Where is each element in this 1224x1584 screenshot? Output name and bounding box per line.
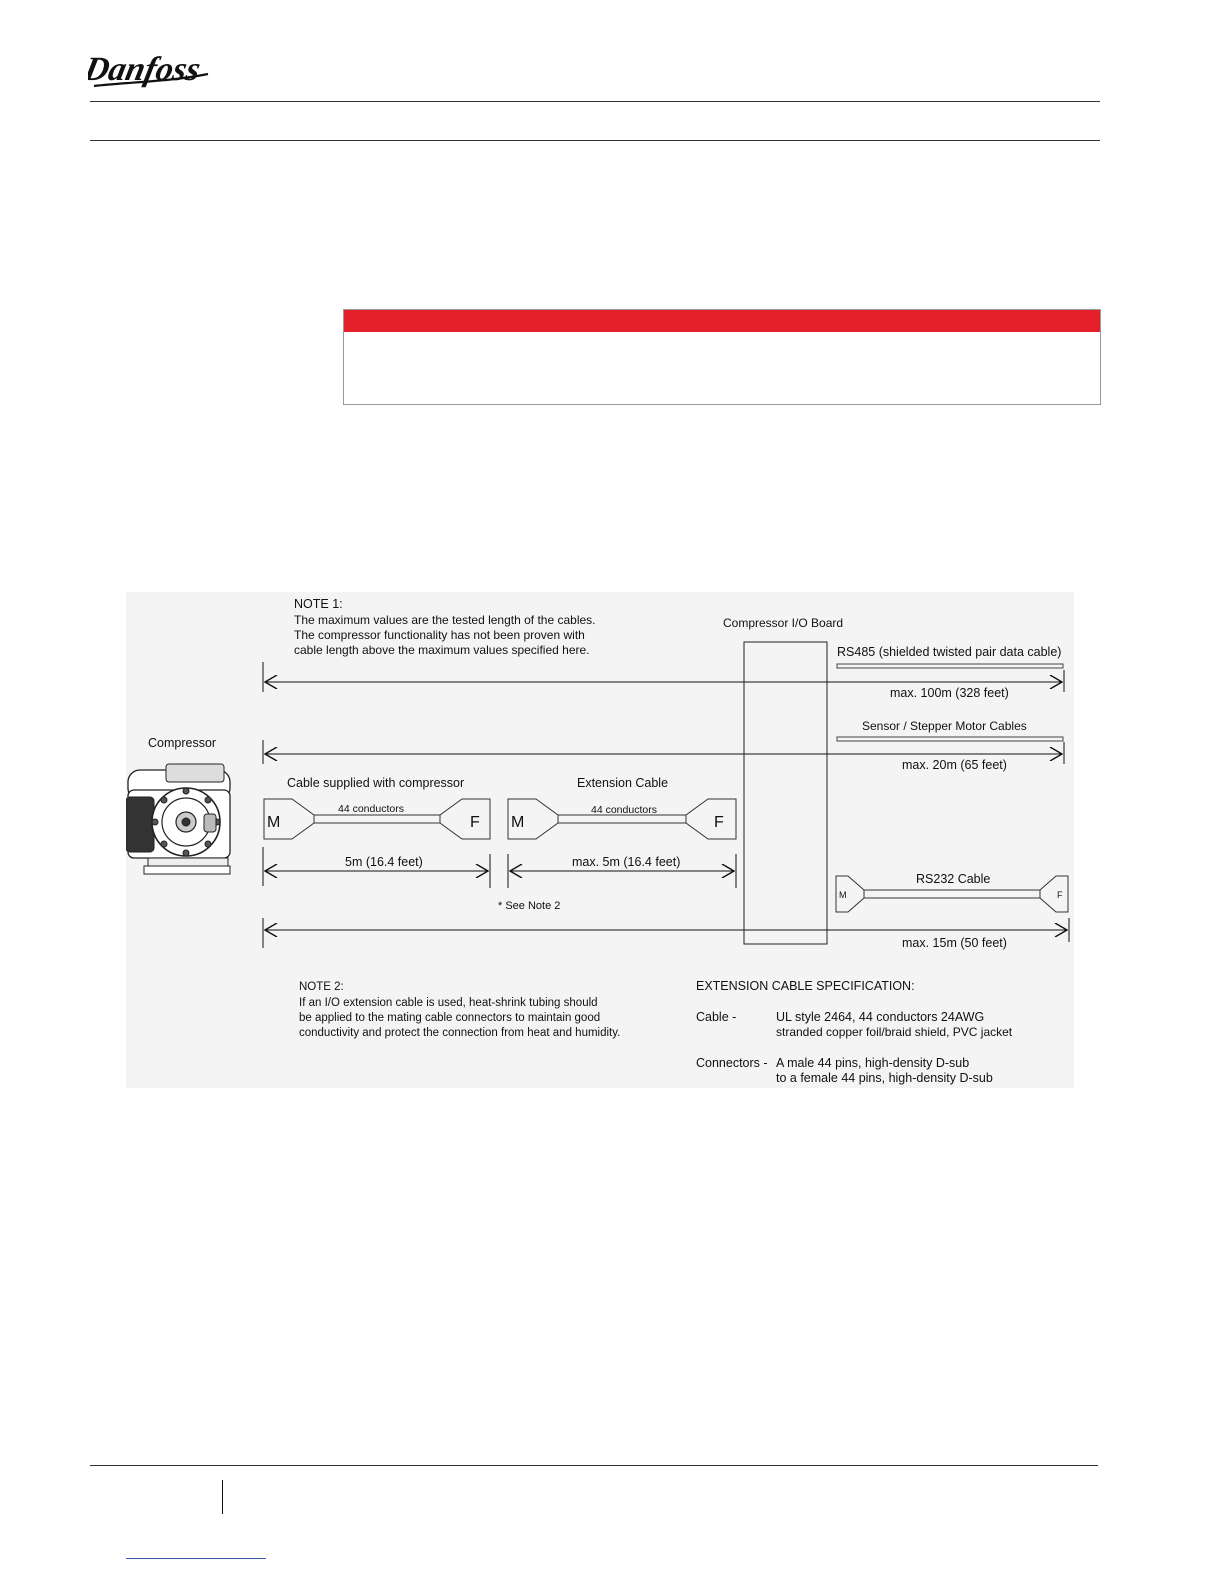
footer-link-underline[interactable] [126,1558,266,1559]
see-note-2: * See Note 2 [498,900,561,912]
supplied-cable-title: Cable supplied with compressor [287,776,465,790]
rs485-label: RS485 (shielded twisted pair data cable) [837,645,1062,659]
rs232-max: max. 15m (50 feet) [902,936,1007,950]
supplied-conductors: 44 conductors [338,803,404,815]
note2-line-3: conductivity and protect the connection from heat and humidity. [299,1027,621,1039]
cable-length-diagram [126,592,1074,1088]
sensor-label: Sensor / Stepper Motor Cables [862,719,1027,733]
extension-female-label: F [714,814,724,831]
footer-separator [222,1480,223,1514]
extension-male-label: M [511,814,525,831]
compressor-label: Compressor [148,736,217,750]
compressor-illustration [126,764,230,874]
supplied-length: 5m (16.4 feet) [345,855,423,869]
rs232-title: RS232 Cable [916,872,991,886]
note2-line-1: If an I/O extension cable is used, heat-shrink tubing should [299,997,598,1009]
note1-line-1: The maximum values are the tested length of the cables. [294,613,596,627]
spec-cable-label: Cable - [696,1010,737,1024]
warning-callout [343,309,1101,405]
footer-rule [90,1465,1098,1466]
spec-connectors-label: Connectors - [696,1056,768,1070]
rs232-male-label: M [839,890,847,900]
warning-bar [344,310,1100,332]
note1-line-3: cable length above the maximum values specified here. [294,643,590,657]
note2-title: NOTE 2: [299,981,344,993]
spec-title: EXTENSION CABLE SPECIFICATION: [696,979,915,993]
rs485-max: max. 100m (328 feet) [890,686,1009,700]
sensor-max: max. 20m (65 feet) [902,758,1007,772]
spec-cable-line-1: UL style 2464, 44 conductors 24AWG [776,1010,985,1024]
header-rule-bottom [90,140,1100,141]
spec-connectors-line-1: A male 44 pins, high-density D-sub [776,1056,970,1070]
spec-cable-line-2: stranded copper foil/braid shield, PVC jacket [776,1025,1013,1039]
note1-title: NOTE 1: [294,597,343,611]
extension-conductors: 44 conductors [591,804,657,816]
rs232-female-label: F [1057,890,1063,900]
header-rule-top [90,101,1100,102]
danfoss-logo [88,44,212,92]
note1-line-2: The compressor functionality has not been proven with [294,628,585,642]
spec-connectors-line-2: to a female 44 pins, high-density D-sub [776,1071,993,1085]
note2-line-2: be applied to the mating cable connectors to maintain good [299,1012,601,1024]
extension-cable-title: Extension Cable [577,776,669,790]
io-board-label: Compressor I/O Board [723,616,844,630]
supplied-male-label: M [267,814,281,831]
supplied-female-label: F [470,814,480,831]
extension-length: max. 5m (16.4 feet) [572,855,681,869]
logo-wordmark: Danfoss [88,50,204,88]
